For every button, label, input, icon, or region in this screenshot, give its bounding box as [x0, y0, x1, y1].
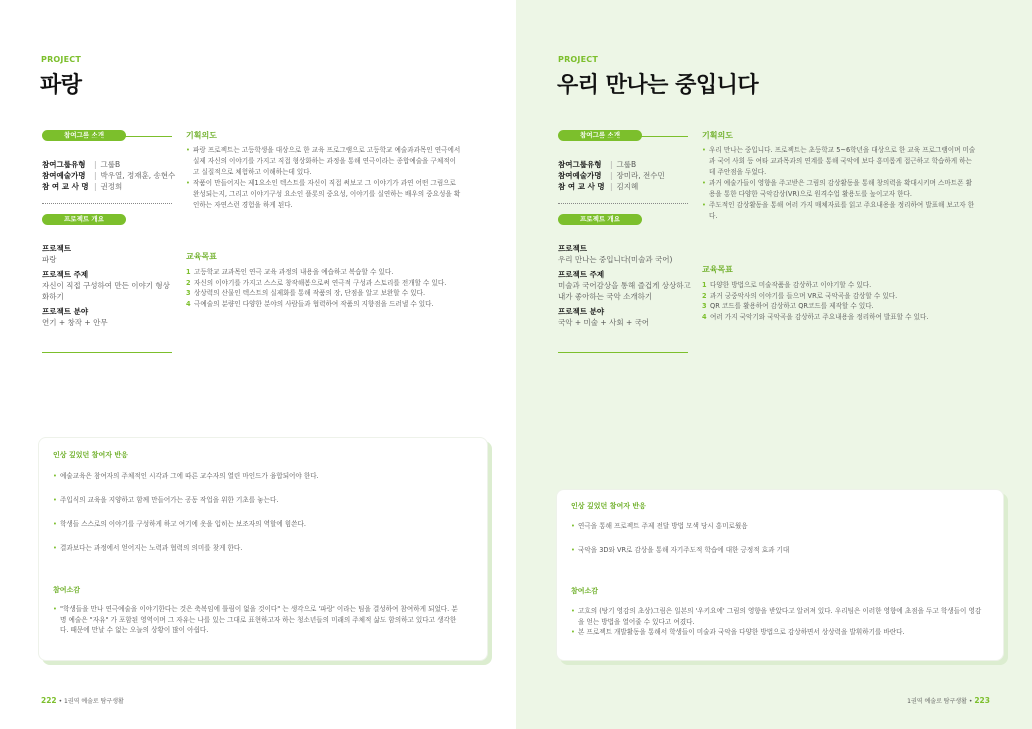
info-value: 김지혜	[616, 182, 639, 191]
plan-title: 기획의도	[702, 131, 733, 140]
plan-item: • 주도적인 감상활동을 통해 여러 가지 매체자료를 읽고 주요내용을 정리하여 발표해 보고자 한다.	[702, 201, 975, 220]
reaction-item: • 국악을 3D와 VR로 감상을 통해 자기주도적 학습에 대한 긍정적 효과 기대	[571, 546, 790, 554]
info-key: 참여예술가명	[42, 171, 86, 180]
field-value: 우리 만나는 중입니다(미술과 국어)	[558, 255, 673, 264]
reaction-title: 인상 깊었던 참여자 반응	[53, 451, 128, 459]
plan-item: • 파랑 프로젝트는 고등학생을 대상으로 한 교육 프로그램으로 고등학교 예술과과목인 연극에서 실제 자신의 이야기를 가지고 직접 형상화하는 과정을 통해 연극이라는 종합예술을 구체적이고 실질적으로 체험하고 이해하는데 있다.	[186, 146, 461, 176]
goal-item: 2 자신의 이야기를 가지고 스스로 창작해봄으로써 연극적 구성과 스토리를 전개할 수 있다.	[186, 278, 447, 287]
goal-title: 교육목표	[186, 252, 217, 261]
reaction-item: • 예술교육은 참여자의 주체적인 시각과 그에 따른 교수자의 열린 마인드가 융합되어야 한다.	[53, 472, 319, 480]
plan-item: • 우리 만나는 중입니다. 프로젝트는 초등학교 5~6학년을 대상으로 한 교육 프로그램이며 미술과 국어 사회 등 여타 교과목과의 연계를 통해 국악에 보다 흥미롭게 접근하고 학습하게 하는데 주안점을 두었다.	[702, 146, 976, 176]
goal-list	[186, 267, 446, 309]
field-value: 파랑	[42, 255, 57, 264]
info-value: 권정희	[100, 182, 123, 191]
goal-item: 2 과거 궁중악사의 이야기를 들으며 VR로 국악곡을 감상할 수 있다.	[702, 291, 898, 300]
field-key: 프로젝트 분야	[558, 307, 605, 316]
info-row: 참 여 교 사 명 | 권정희	[42, 182, 123, 191]
group-info	[558, 159, 665, 192]
info-row: 참여그룹유형 | 그룹B	[558, 160, 637, 169]
info-value: 박우열, 정재훈, 송현수	[100, 171, 176, 180]
info-key: 참 여 교 사 명	[42, 182, 89, 191]
group-info	[42, 159, 175, 192]
reaction-card	[556, 489, 1004, 661]
reaction-item: • 주입식의 교육을 지양하고 함께 만들어가는 공동 작업을 위한 기초를 놓는다.	[53, 496, 279, 504]
review-text: • "학생들을 만나 연극예술을 이야기한다는 것은 축복임에 틀림이 없을 것이다" 는 생각으로 '파랑' 이라는 팀을 결성하여 참여하게 되었다. 분명 예술은 "자유" 가 포함된 영역이며 그 자유는 나를 있는 그대로 표현하고자 하는 청소년들의 미래의 주체적 삶도 함의하고 있다고 생각한다. 때문에 만날 수 없는 오늘의 상황이 많이 아쉽다.	[53, 605, 458, 634]
reaction-item: • 결과보다는 과정에서 얻어지는 노력과 협력의 의미를 찾게 한다.	[53, 544, 243, 552]
page-footer	[41, 696, 124, 705]
divider	[558, 352, 688, 353]
reaction-list	[53, 471, 473, 567]
goal-item: 4 여러 가지 국악기와 국악곡을 감상하고 주요내용을 정리하여 발표할 수 있다.	[702, 312, 929, 321]
reaction-card	[38, 437, 488, 661]
goal-item: 3 QR 코드를 활용하여 감상하고 QR코드를 제작할 수 있다.	[702, 302, 874, 310]
plan-list	[186, 145, 462, 211]
project-fields	[558, 239, 693, 328]
info-key: 참 여 교 사 명	[558, 182, 605, 191]
plan-item: • 작품이 만들어지는 제1요소인 텍스트를 자신이 직접 써보고 그 이야기가 과연 어떤 그림으로 완성되는지, 그리고 이야기구성 요소인 플롯의 중요성, 이야기를 실연하는 배우의 중요성을 확인하는 자연스런 경험을 하게 된다.	[186, 179, 461, 209]
divider	[600, 136, 688, 137]
field-value: 국악 + 미술 + 사회 + 국어	[558, 318, 650, 327]
overview-pill: 프로젝트 개요	[558, 214, 642, 225]
footer-text: • 1권역 예술로 탐구생활	[58, 698, 124, 705]
project-fields	[42, 239, 177, 328]
project-kicker: PROJECT	[558, 55, 598, 64]
goal-item: 1 고등학교 교과목인 연극 교육 과정의 내용을 예습하고 복습할 수 있다.	[186, 268, 394, 276]
reaction-title: 인상 깊었던 참여자 반응	[571, 502, 646, 510]
info-value: 그룹B	[616, 160, 637, 169]
info-value: 그룹B	[100, 160, 121, 169]
dotted-divider	[42, 203, 172, 204]
review-text	[571, 606, 985, 638]
goal-item: 3 상상력의 산물인 텍스트의 실제화를 통해 작품의 장, 단점을 알고 보완할 수 있다.	[186, 289, 426, 297]
field-key: 프로젝트	[558, 244, 587, 253]
group-intro-pill: 참여그룹 소개	[42, 130, 126, 141]
info-value: 장미라, 전수민	[616, 171, 665, 180]
info-row: 참여예술가명 | 장미라, 전수민	[558, 171, 665, 180]
dotted-divider	[558, 203, 688, 204]
review-item: • 고흐의 (탕기 영감의 초상)그림은 일본의 '우키요에' 그림의 영향을 받았다고 알려져 있다. 우리팀은 이러한 영향에 초점을 두고 학생들이 영감을 얻는 방법을 열어줄 수 있다고 여겼다.	[571, 607, 982, 626]
reaction-item: • 학생들 스스로의 이야기를 구성하게 하고 여기에 옷을 입히는 보조자의 역할에 힘쓴다.	[53, 520, 306, 528]
project-title: 파랑	[40, 73, 82, 98]
group-intro-pill: 참여그룹 소개	[558, 130, 642, 141]
review-item: • 본 프로젝트 개발활동을 통해서 학생들이 미술과 국악을 다양한 방법으로 감상하면서 상상력을 발휘하기를 바란다.	[571, 628, 905, 636]
goal-title: 교육목표	[702, 265, 733, 274]
info-row: 참 여 교 사 명 | 김지혜	[558, 182, 639, 191]
goal-item: 4 극예술의 분량인 다양한 분야의 사람들과 협력하여 작품의 지향점을 드러낼 수 있다.	[186, 299, 434, 308]
project-kicker: PROJECT	[41, 55, 81, 64]
info-key: 참여그룹유형	[42, 160, 86, 169]
review-title: 참여소감	[571, 587, 599, 595]
info-key: 참여예술가명	[558, 171, 602, 180]
goal-item: 1 다양한 방법으로 미술작품을 감상하고 이야기할 수 있다.	[702, 281, 872, 289]
field-key: 프로젝트 분야	[42, 307, 89, 316]
divider	[42, 352, 172, 353]
plan-list	[702, 145, 978, 222]
info-row: 참여예술가명 | 박우열, 정재훈, 송현수	[42, 171, 176, 180]
divider	[84, 136, 172, 137]
field-key: 프로젝트 주제	[42, 270, 89, 279]
project-title: 우리 만나는 중입니다	[557, 73, 759, 98]
info-row: 참여그룹유형 | 그룹B	[42, 160, 121, 169]
page-number: 223	[974, 696, 990, 705]
page-footer	[907, 696, 990, 705]
page-number: 222	[41, 696, 57, 705]
review-title: 참여소감	[53, 586, 81, 594]
info-key: 참여그룹유형	[558, 160, 602, 169]
goal-list	[702, 280, 928, 322]
reaction-item: • 연극을 통해 프로젝트 주제 전달 방법 모색 당시 흥미로웠음	[571, 522, 748, 530]
field-value: 미술과 국어감상을 통해 즐겁게 상상하고 내가 좋아하는 국악 소개하기	[558, 281, 691, 301]
plan-item: • 과거 예술가들이 영향을 주고받은 그림의 감상활동을 통해 창의력을 확대시키며 스마트폰 활용을 통한 다양한 국악감상(VR)으로 원격수업 활용도를 높이고자 한다.	[702, 179, 973, 198]
field-value: 연기 + 창작 + 안무	[42, 318, 108, 327]
right-page	[516, 0, 1032, 729]
reaction-list	[571, 521, 991, 569]
field-key: 프로젝트	[42, 244, 71, 253]
field-key: 프로젝트 주제	[558, 270, 605, 279]
plan-title: 기획의도	[186, 131, 217, 140]
footer-text: 1권역 예술로 탐구생활 •	[907, 698, 973, 705]
field-value: 자신이 직접 구성하여 만든 이야기 형상화하기	[42, 281, 170, 301]
overview-pill: 프로젝트 개요	[42, 214, 126, 225]
